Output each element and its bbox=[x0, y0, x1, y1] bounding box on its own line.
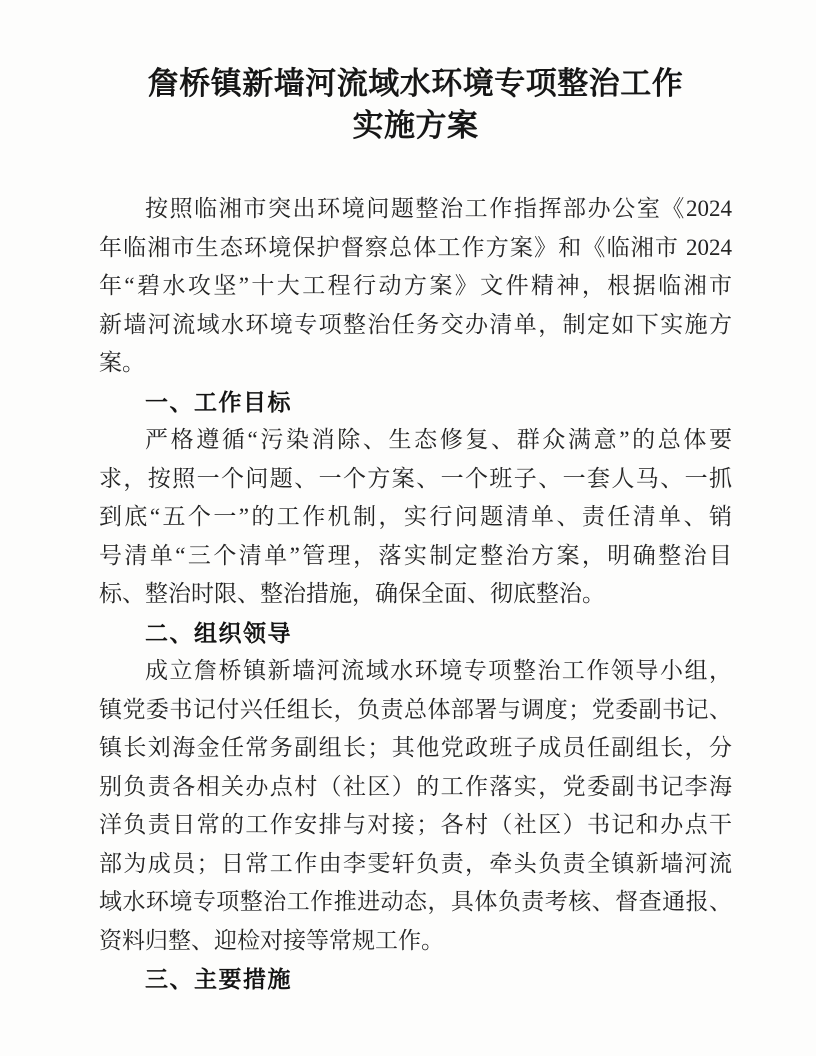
paragraph-line: 到底“五个一”的工作机制，实行问题清单、责任清单、销 bbox=[99, 504, 732, 529]
paragraph-line: 部为成员；日常工作由李雯轩负责，牵头负责全镇新墙河流 bbox=[99, 850, 732, 876]
section-heading: 三、主要措施 bbox=[145, 966, 292, 992]
section-heading: 二、组织领导 bbox=[145, 619, 292, 646]
paragraph-line: 求，按照一个问题、一个方案、一个班子、一套人马、一抓 bbox=[99, 465, 732, 491]
paragraph-line: 案。 bbox=[99, 350, 145, 375]
paragraph-line: 镇长刘海金任常务副组长；其他党政班子成员任副组长，分 bbox=[99, 735, 732, 760]
document-title bbox=[99, 63, 732, 147]
paragraph-line: 资料归整、迎检对接等常规工作。 bbox=[99, 927, 444, 953]
paragraph-line: 镇党委书记付兴任组长，负责总体部署与调度；党委副书记、 bbox=[99, 696, 732, 722]
title-line: 实施方案 bbox=[352, 108, 479, 143]
paragraph-line: 成立詹桥镇新墙河流域水环境专项整治工作领导小组， bbox=[145, 658, 732, 683]
paragraph-line: 别负责各相关办点村（社区）的工作落实，党委副书记李海 bbox=[99, 773, 732, 799]
paragraph-line: 号清单“三个清单”管理，落实制定整治方案，明确整治目 bbox=[99, 542, 732, 568]
paragraph-line: 标、整治时限、整治措施，确保全面、彻底整治。 bbox=[99, 581, 605, 606]
paragraph-line: 年“碧水攻坚”十大工程行动方案》文件精神，根据临湘市 bbox=[99, 273, 732, 298]
paragraph-line: 按照临湘市突出环境问题整治工作指挥部办公室《2024 bbox=[145, 196, 732, 221]
paragraph-line: 新墙河流域水环境专项整治任务交办清单，制定如下实施方 bbox=[99, 311, 732, 337]
paragraph-line: 年临湘市生态环境保护督察总体工作方案》和《临湘市 2024 bbox=[99, 234, 732, 260]
document-body bbox=[99, 190, 732, 999]
section-heading: 一、工作目标 bbox=[145, 388, 292, 415]
title-line: 詹桥镇新墙河流域水环境专项整治工作 bbox=[147, 66, 684, 101]
paragraph-line: 洋负责日常的工作安排与对接；各村（社区）书记和办点干 bbox=[99, 812, 732, 837]
paragraph-line: 域水环境专项整治工作推进动态，具体负责考核、督查通报、 bbox=[99, 889, 732, 914]
paragraph-line: 严格遵循“污染消除、生态修复、群众满意”的总体要 bbox=[145, 427, 732, 452]
